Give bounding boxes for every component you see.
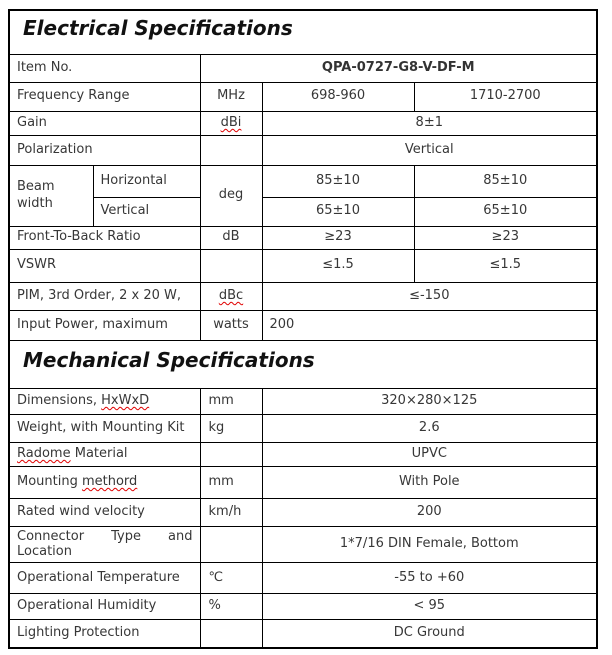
gain-unit xyxy=(200,111,262,135)
input-power-row xyxy=(9,310,597,340)
gain-label: Gain xyxy=(9,111,200,135)
humidity-label: Operational Humidity xyxy=(9,593,200,619)
polarization-value: Vertical xyxy=(262,135,597,165)
polarization-unit xyxy=(200,135,262,165)
front-to-back-label: Front-To-Back Ratio xyxy=(9,226,200,249)
beam-width-vertical-band1: 65±10 xyxy=(262,197,414,226)
dimensions-row xyxy=(9,388,597,414)
temperature-value: -55 to +60 xyxy=(262,562,597,593)
front-to-back-row xyxy=(9,226,597,249)
front-to-back-unit: dB xyxy=(200,226,262,249)
beam-width-vertical-label: Vertical xyxy=(93,197,200,226)
beam-width-label-text: Beam width xyxy=(17,179,55,211)
lighting-protection-value: DC Ground xyxy=(262,619,597,648)
humidity-unit: % xyxy=(200,593,262,619)
frequency-range-band2: 1710-2700 xyxy=(414,82,597,111)
connector-unit xyxy=(200,526,262,562)
pim-value: ≤-150 xyxy=(262,282,597,310)
connector-value: 1*7/16 DIN Female, Bottom xyxy=(262,526,597,562)
input-power-label: Input Power, maximum xyxy=(9,310,200,340)
electrical-title-row xyxy=(9,10,597,54)
weight-value: 2.6 xyxy=(262,414,597,442)
gain-value: 8±1 xyxy=(262,111,597,135)
front-to-back-band1: ≥23 xyxy=(262,226,414,249)
wind-velocity-label: Rated wind velocity xyxy=(9,498,200,526)
dimensions-unit: mm xyxy=(200,388,262,414)
frequency-range-row xyxy=(9,82,597,111)
radome-label xyxy=(9,442,200,466)
input-power-value: 200 xyxy=(262,310,597,340)
item-no-label: Item No. xyxy=(9,54,200,82)
frequency-range-label: Frequency Range xyxy=(9,82,200,111)
gain-unit-text: dBi xyxy=(220,114,242,130)
mounting-label xyxy=(9,466,200,498)
weight-label: Weight, with Mounting Kit xyxy=(9,414,200,442)
weight-unit: kg xyxy=(200,414,262,442)
dimensions-label xyxy=(9,388,200,414)
pim-label: PIM, 3rd Order, 2 x 20 W, xyxy=(9,282,200,310)
input-power-unit: watts xyxy=(200,310,262,340)
mounting-label-pre: Mounting xyxy=(17,473,82,489)
dimensions-value: 320×280×125 xyxy=(262,388,597,414)
front-to-back-band2: ≥23 xyxy=(414,226,597,249)
pim-unit-text: dBc xyxy=(218,287,244,303)
vswr-band1: ≤1.5 xyxy=(262,249,414,282)
vswr-row xyxy=(9,249,597,282)
beam-width-unit: deg xyxy=(200,165,262,226)
polarization-label: Polarization xyxy=(9,135,200,165)
beam-width-horizontal-band1: 85±10 xyxy=(262,165,414,197)
gain-row xyxy=(9,111,597,135)
frequency-range-unit: MHz xyxy=(200,82,262,111)
radome-value: UPVC xyxy=(262,442,597,466)
radome-row xyxy=(9,442,597,466)
wind-velocity-value: 200 xyxy=(262,498,597,526)
lighting-protection-unit xyxy=(200,619,262,648)
mounting-row xyxy=(9,466,597,498)
specifications-table xyxy=(8,9,598,649)
item-no-row xyxy=(9,54,597,82)
humidity-value: < 95 xyxy=(262,593,597,619)
wind-velocity-row xyxy=(9,498,597,526)
beam-width-vertical-row xyxy=(9,197,597,226)
radome-unit xyxy=(200,442,262,466)
weight-row xyxy=(9,414,597,442)
beam-width-vertical-band2: 65±10 xyxy=(414,197,597,226)
temperature-label: Operational Temperature xyxy=(9,562,200,593)
temperature-row xyxy=(9,562,597,593)
pim-unit xyxy=(200,282,262,310)
electrical-section-title: Electrical Specifications xyxy=(9,10,597,54)
mechanical-section-title: Mechanical Specifications xyxy=(9,340,597,388)
frequency-range-band1: 698-960 xyxy=(262,82,414,111)
mechanical-title-row xyxy=(9,340,597,388)
radome-label-post: Material xyxy=(70,445,128,461)
wind-velocity-unit: km/h xyxy=(200,498,262,526)
lighting-protection-row xyxy=(9,619,597,648)
radome-label-misspelled: Radome xyxy=(17,445,71,461)
connector-row xyxy=(9,526,597,562)
dimensions-label-pre: Dimensions, xyxy=(17,392,102,408)
item-no-value: QPA-0727-G8-V-DF-M xyxy=(200,54,597,82)
lighting-protection-label: Lighting Protection xyxy=(9,619,200,648)
mounting-value: With Pole xyxy=(262,466,597,498)
mounting-label-misspelled: methord xyxy=(81,473,138,489)
dimensions-label-misspelled: HxWxD xyxy=(101,392,150,408)
polarization-row xyxy=(9,135,597,165)
temperature-unit: ℃ xyxy=(200,562,262,593)
beam-width-horizontal-band2: 85±10 xyxy=(414,165,597,197)
beam-width-horizontal-label: Horizontal xyxy=(93,165,200,197)
beam-width-label xyxy=(9,165,93,226)
mounting-unit: mm xyxy=(200,466,262,498)
vswr-band2: ≤1.5 xyxy=(414,249,597,282)
beam-width-horizontal-row xyxy=(9,165,597,197)
pim-row xyxy=(9,282,597,310)
vswr-label: VSWR xyxy=(9,249,200,282)
connector-label: Connector Type and Location xyxy=(9,526,200,562)
humidity-row xyxy=(9,593,597,619)
vswr-unit xyxy=(200,249,262,282)
